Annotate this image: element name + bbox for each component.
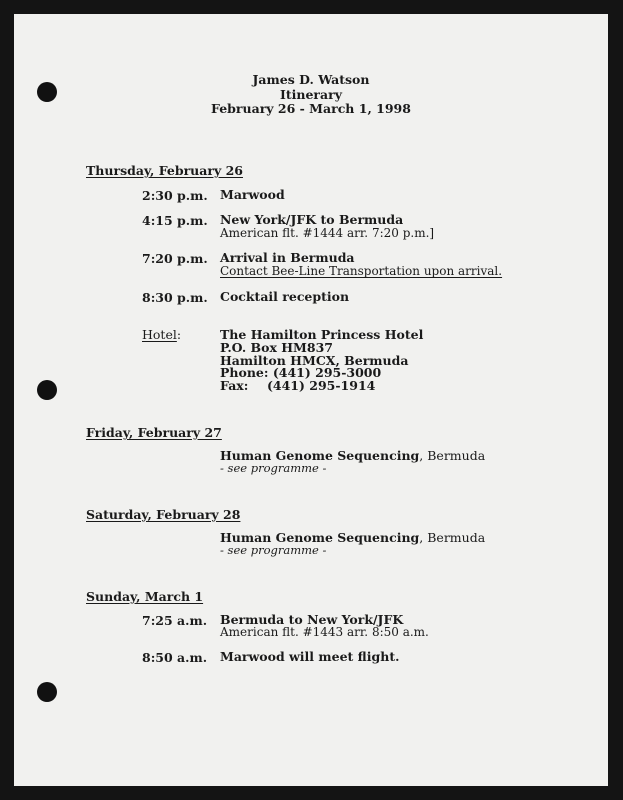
hotel-fax: Fax: (441) 295-1914 <box>220 378 376 393</box>
event-time: 8:50 a.m. <box>142 650 208 665</box>
event-time: 4:15 p.m. <box>142 213 208 228</box>
event-title: Human Genome Sequencing, Bermuda <box>220 448 486 463</box>
event-title: New York/JFK to Bermuda <box>220 212 404 227</box>
document-page <box>14 14 608 786</box>
day-heading-friday: Friday, February 27 <box>86 425 222 440</box>
event-detail: Contact Bee-Line Transportation upon arrival. <box>220 264 503 278</box>
hotel-po-box: P.O. Box HM837 <box>220 340 333 355</box>
hotel-name: The Hamilton Princess Hotel <box>220 327 424 342</box>
event-title: Human Genome Sequencing, Bermuda <box>220 530 486 545</box>
event-title: Cocktail reception <box>220 289 350 304</box>
event-note: - see programme - <box>220 461 327 475</box>
trip-dates: February 26 - March 1, 1998 <box>211 101 411 116</box>
document-title: Itinerary <box>280 86 342 102</box>
day-heading-thursday: Thursday, February 26 <box>86 163 243 178</box>
event-time: 7:25 a.m. <box>142 613 208 628</box>
day-heading-sunday: Sunday, March 1 <box>86 589 204 604</box>
event-time: 8:30 p.m. <box>142 290 208 305</box>
event-title: Marwood will meet flight. <box>220 649 400 664</box>
itinerary-header <box>14 73 608 117</box>
event-note: - see programme - <box>220 543 327 557</box>
traveler-name: James D. Watson <box>252 72 370 87</box>
punch-hole <box>37 380 57 400</box>
event-title: Marwood <box>220 187 285 202</box>
event-time: 2:30 p.m. <box>142 188 208 203</box>
hotel-phone: Phone: (441) 295-3000 <box>220 365 382 380</box>
event-title: Arrival in Bermuda <box>220 250 355 265</box>
hotel-label: Hotel: <box>142 327 182 342</box>
day-heading-saturday: Saturday, February 28 <box>86 507 241 522</box>
event-title: Bermuda to New York/JFK <box>220 612 404 627</box>
hotel-city: Hamilton HMCX, Bermuda <box>220 353 409 368</box>
event-detail: American flt. #1444 arr. 7:20 p.m.] <box>220 226 435 240</box>
event-detail: American flt. #1443 arr. 8:50 a.m. <box>220 625 429 639</box>
punch-hole <box>37 682 57 702</box>
event-time: 7:20 p.m. <box>142 251 208 266</box>
